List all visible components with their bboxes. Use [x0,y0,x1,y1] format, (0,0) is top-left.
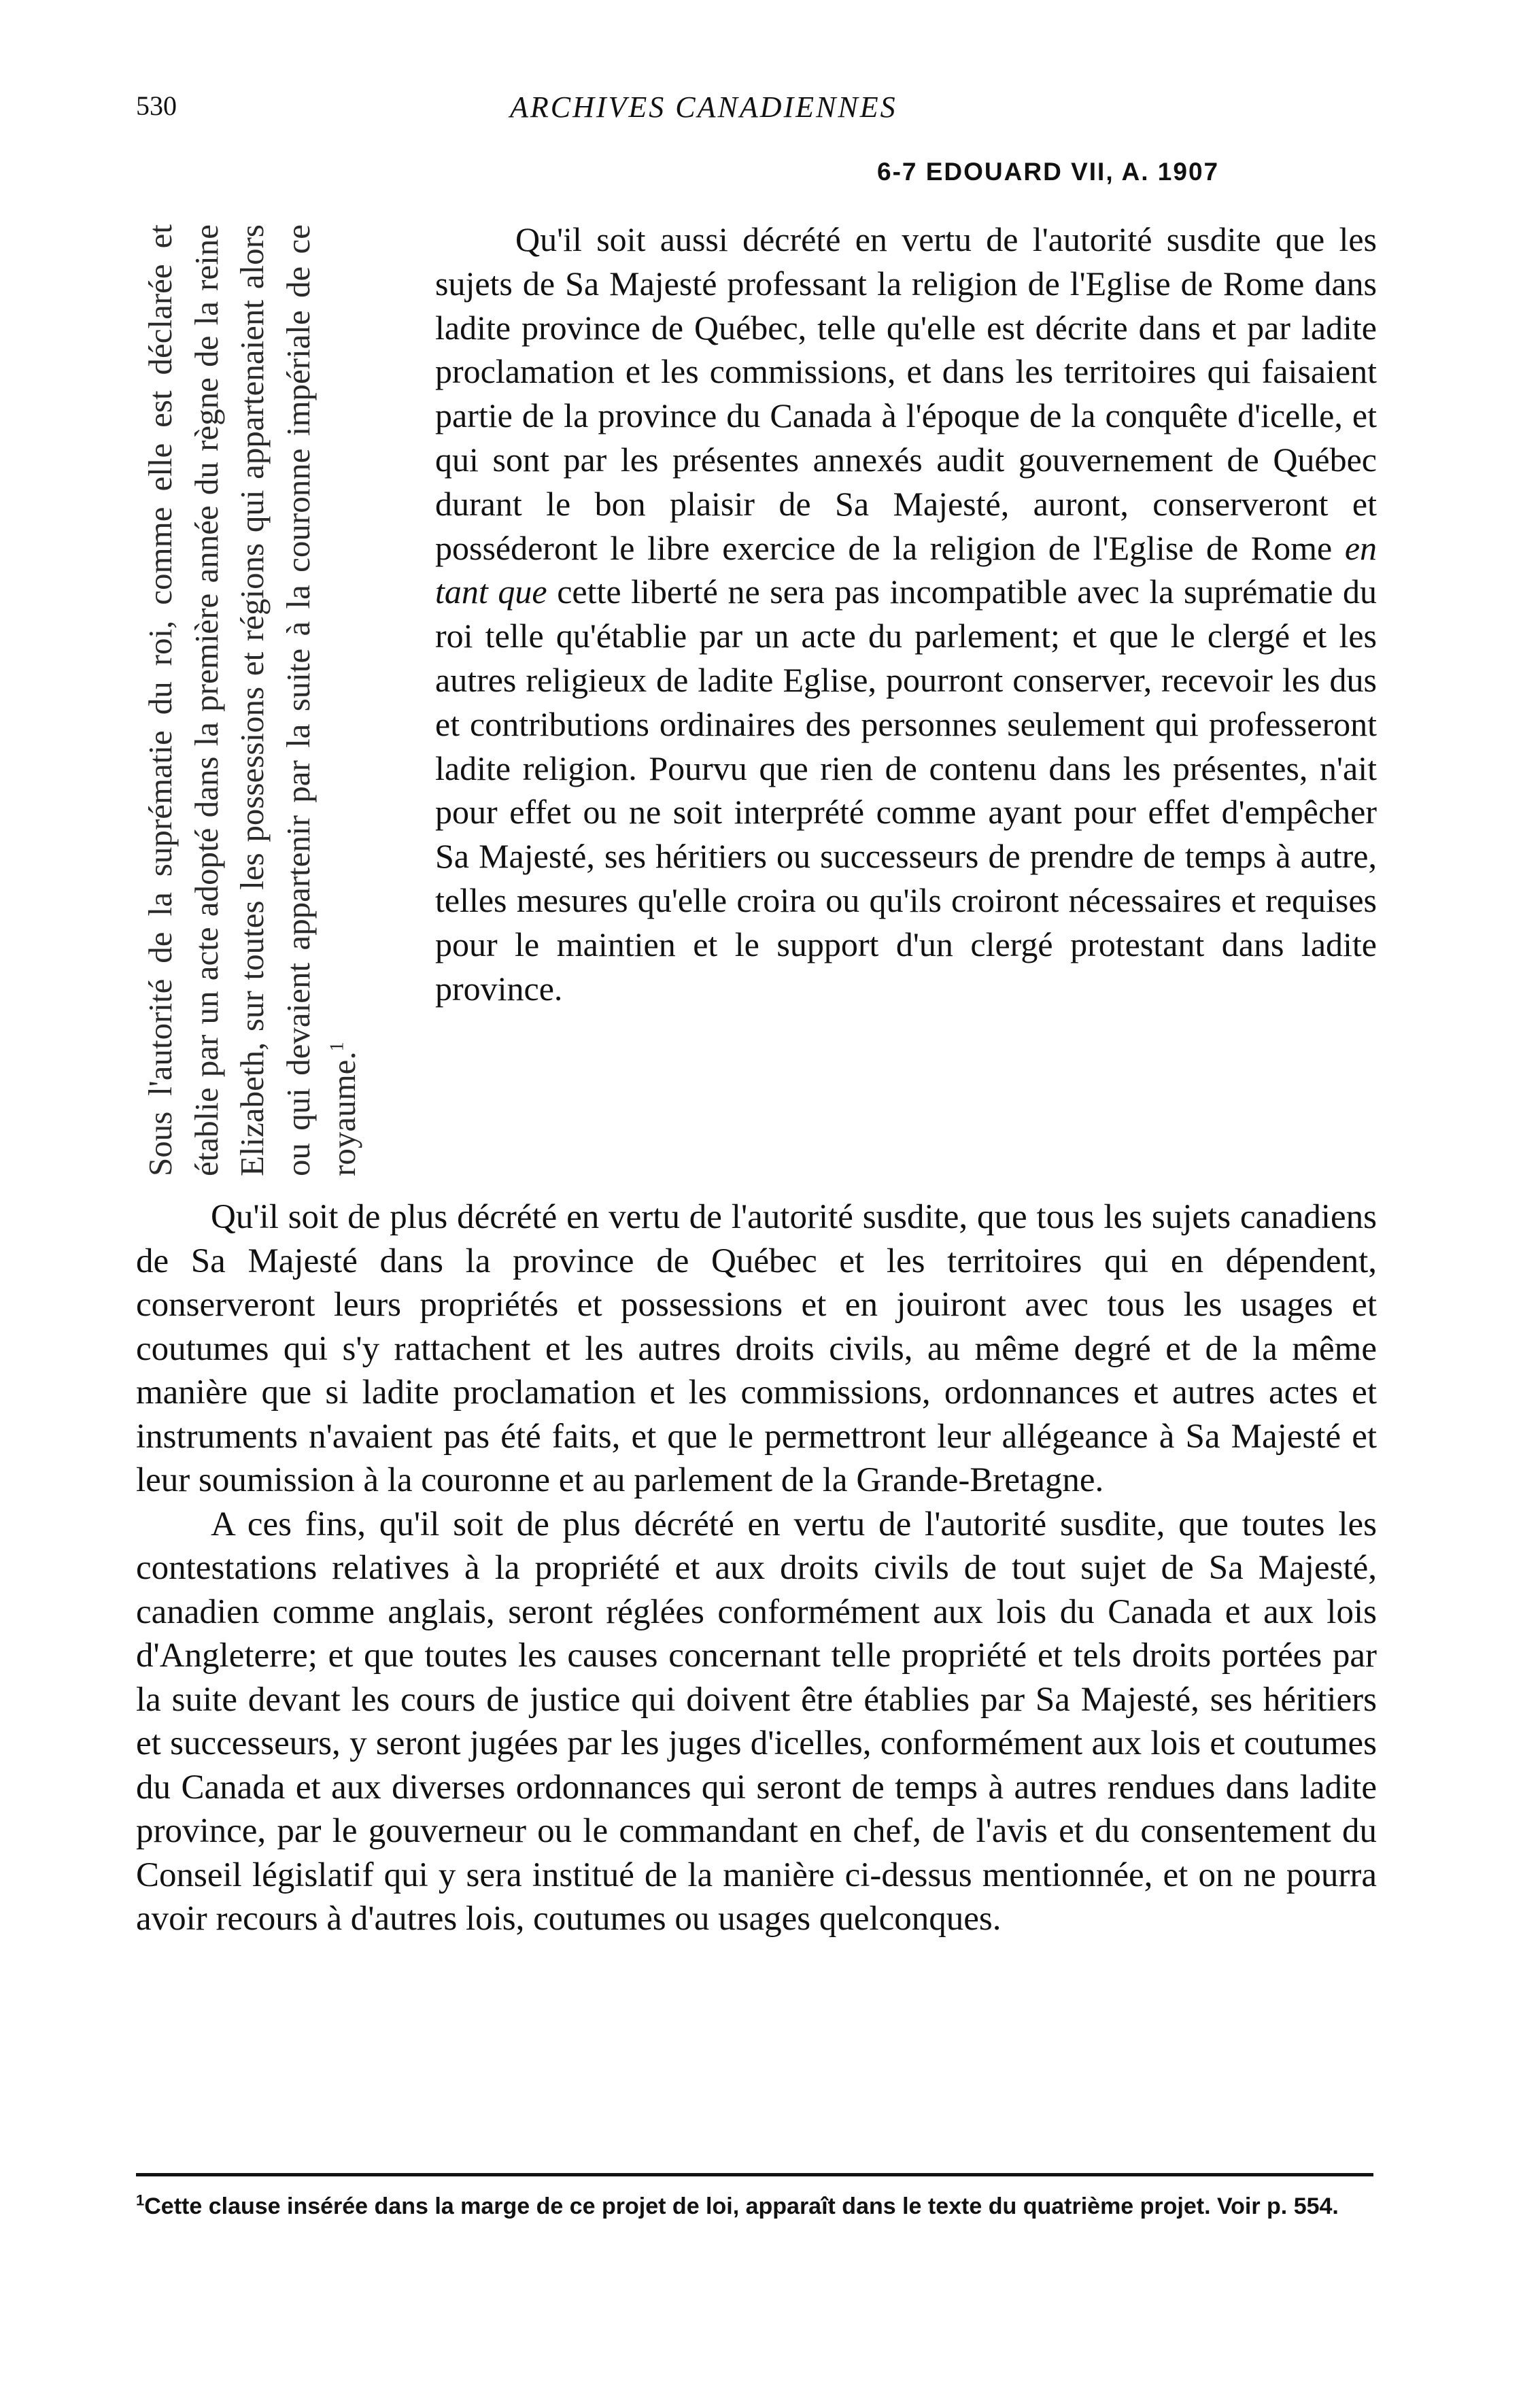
footnote-marker: 1 [136,2191,145,2209]
session-reference: 6-7 EDOUARD VII, A. 1907 [877,158,1220,186]
clause-emphasis: en tant que [435,528,1378,611]
footnote-text: Cette clause insérée dans la marge de ce projet de loi, apparaît dans le texte du quatrième projet. Voir p. 554. [144,2193,1339,2219]
margin-note-footnote-marker: 1 [326,1042,348,1052]
footnote-divider [136,2173,1373,2176]
running-title: ARCHIVES CANADIENNES [510,90,897,124]
body-paragraph: A ces fins, qu'il soit de plus décrété en vertu de l'autorité susdite, que toutes les contestations relatives à la propriété et aux droits civils de tout sujet de Sa Majesté, canadien comme anglais, seront réglées conformément aux lois du Canada et aux lois d'Angleterre; et que toutes les causes concernant telle propriété et tels droits portées par la suite devant les cours de justice qui doivent être établies par Sa Majesté, ses héritiers et successeurs, y seront jugées par les juges d'icelles, conformément aux lois et coutumes du Canada et aux diverses ordonnances qui seront de temps à autres rendues dans ladite province, par le gouverneur ou le commandant en chef, de l'avis et du consentement du Conseil législatif qui y sera institué de la manière ci-dessus mentionnée, et on ne pourra avoir recours à d'autres lois, coutumes ou usages quelconques. [136,1505,1377,1938]
margin-note-text: Sous l'autorité de la suprématie du roi, comme elle est déclarée et établie par un acte adopté dans la première année du règne de la reine Elizabeth, sur toutes les possessions et régions qui appartenaient alors ou qui devaient appartenir par la suite à la couronne impériale de ce royaume. [141,224,362,1176]
rotated-margin-note [137,224,430,1176]
clause-paragraph [435,218,1377,1010]
clause-text-part2: cette liberté ne sera pas incompatible avec la suprématie du roi telle qu'établie par un acte du parlement; et que le clergé et les autres religieux de ladite Eglise, pourront conserver, recevoir les dus et contributions ordinaires des personnes seulement qui professeront ladite religion. Pourvu que rien de contenu dans les présentes, n'ait pour effet ou ne soit interprété comme ayant pour effet d'empêcher Sa Majesté, ses héritiers ou successeurs de prendre de temps à autre, telles mesures qu'elle croira ou qu'ils croiront nécessaires et requises pour le maintien et le support d'un clergé protestant dans ladite province. [435,572,1378,1008]
clause-text-part1: Qu'il soit aussi décrété en vertu de l'autorité susdite que les sujets de Sa Majesté professant la religion de l'Eglise de Rome dans ladite province de Québec, telle qu'elle est décrite dans et par ladite proclamation et les commissions, et dans les territoires qui faisaient partie de la province du Canada à l'époque de la conquête d'icelle, et qui sont par les présentes annexés audit gouvernement de Québec durant le bon plaisir de Sa Majesté, auront, conserveront et posséderont le libre exercice de la religion de l'Eglise de Rome [435,220,1377,567]
body-paragraph: Qu'il soit de plus décrété en vertu de l'autorité susdite, que tous les sujets canadiens de Sa Majesté dans la province de Québec et les territoires qui en dépendent, conserveront leurs propriétés et possessions et en jouiront avec tous les usages et coutumes qui s'y rattachent et les autres droits civils, au même degré et de la même manière que si ladite proclamation et les commissions, ordonnances et autres actes et instruments n'avaient pas été faits, et que le permettront leur allégeance à Sa Majesté et leur soumission à la couronne et au parlement de la Grande-Bretagne. [136,1198,1377,1499]
footnote [136,2191,1377,2222]
page-number: 530 [136,90,177,121]
body-text [136,1195,1377,1941]
